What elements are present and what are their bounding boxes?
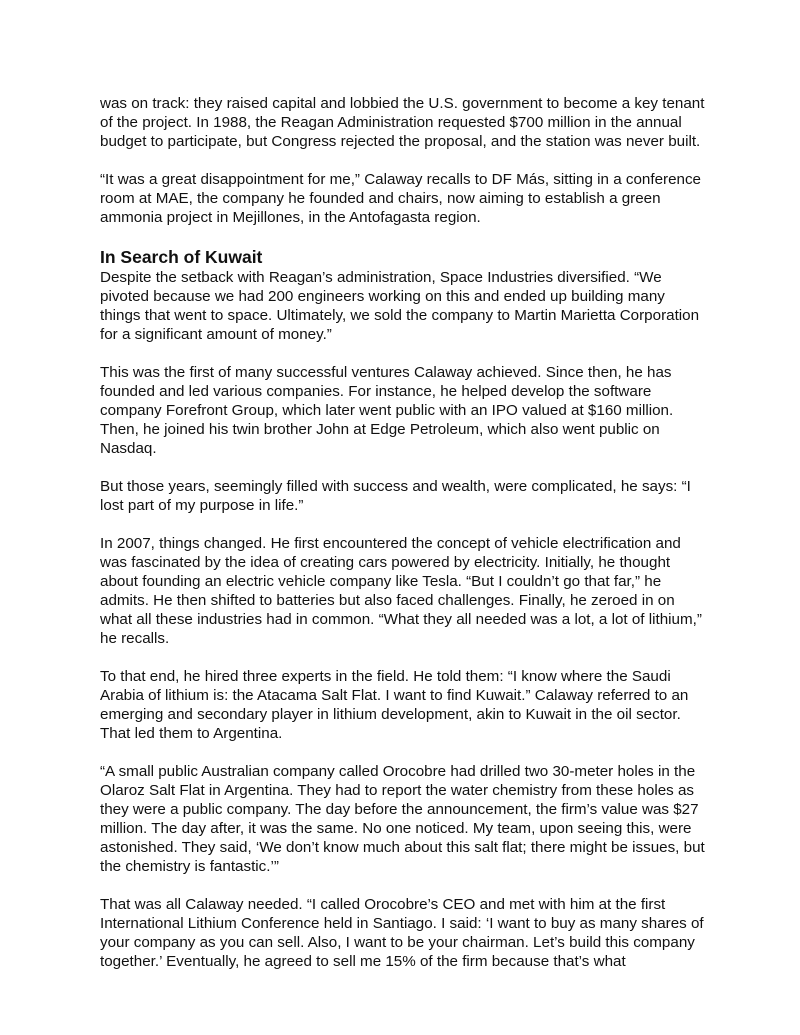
- section-heading: In Search of Kuwait: [100, 247, 263, 267]
- paragraph-hired-experts: To that end, he hired three experts in the field. He told them: “I know where the Saudi Arabia of lithium is: the Atacama Salt Flat. I want to find Kuwait.” Calaway referred to an emerging and secondary player in lithium development, akin to Kuwait in the oil sector. That led them to Argentina.: [100, 668, 689, 742]
- paragraph-space-station-funding: was on track: they raised capital and lobbied the U.S. government to become a key tenant of the project. In 1988, the Reagan Administration requested $700 million in the annual budget to participate, but Congress rejected the proposal, and the station was never built.: [100, 95, 705, 150]
- document-page: [100, 94, 705, 990]
- paragraph-calaway-chairman: That was all Calaway needed. “I called Orocobre’s CEO and met with him at the first International Lithium Conference held in Santiago. I said: ‘I want to buy as many shares of your company as you can sell. Also, I want to be your chairman. Let’s build this company together.’ Eventually, he agreed to sell me 15% of the firm because that’s what: [100, 896, 704, 970]
- paragraph-space-industries-pivot: Despite the setback with Reagan’s administration, Space Industries diversified. “We pivoted because we had 200 engineers working on this and ended up building many things that went to space. Ultimately, we sold the company to Martin Marietta Corporation for a significant amount of money.”: [100, 269, 700, 343]
- paragraph-2007-electrification: In 2007, things changed. He first encountered the concept of vehicle electrification and was fascinated by the idea of creating cars powered by electricity. Initially, he thought about founding an electric vehicle company like Tesla. “But I couldn’t go that far,” he admits. He then shifted to batteries but also faced challenges. Finally, he zeroed in on what all these industries had in common. “What they all needed was a lot, a lot of lithium,” he recalls.: [100, 535, 702, 647]
- paragraph-successful-ventures: This was the first of many successful ventures Calaway achieved. Since then, he has founded and led various companies. For instance, he helped develop the software company Forefront Group, which later went public with an IPO valued at $160 million. Then, he joined his twin brother John at Edge Petroleum, which also went public on Nasdaq.: [100, 364, 674, 457]
- paragraph-orocobre-olaroz: “A small public Australian company called Orocobre had drilled two 30-meter holes in the Olaroz Salt Flat in Argentina. They had to report the water chemistry from these holes as they were a public company. The day before the announcement, the firm’s value was $27 million. The day after, it was the same. No one noticed. My team, upon seeing this, were astonished. They said, ‘We don’t know much about this salt flat; there might be issues, but the chemistry is fantastic.’”: [100, 763, 705, 875]
- paragraph-calaway-disappointment: “It was a great disappointment for me,” Calaway recalls to DF Más, sitting in a conference room at MAE, the company he founded and chairs, now aiming to establish a green ammonia project in Mejillones, in the Antofagasta region.: [100, 171, 702, 226]
- paragraph-lost-purpose: But those years, seemingly filled with success and wealth, were complicated, he says: “I lost part of my purpose in life.”: [100, 478, 691, 514]
